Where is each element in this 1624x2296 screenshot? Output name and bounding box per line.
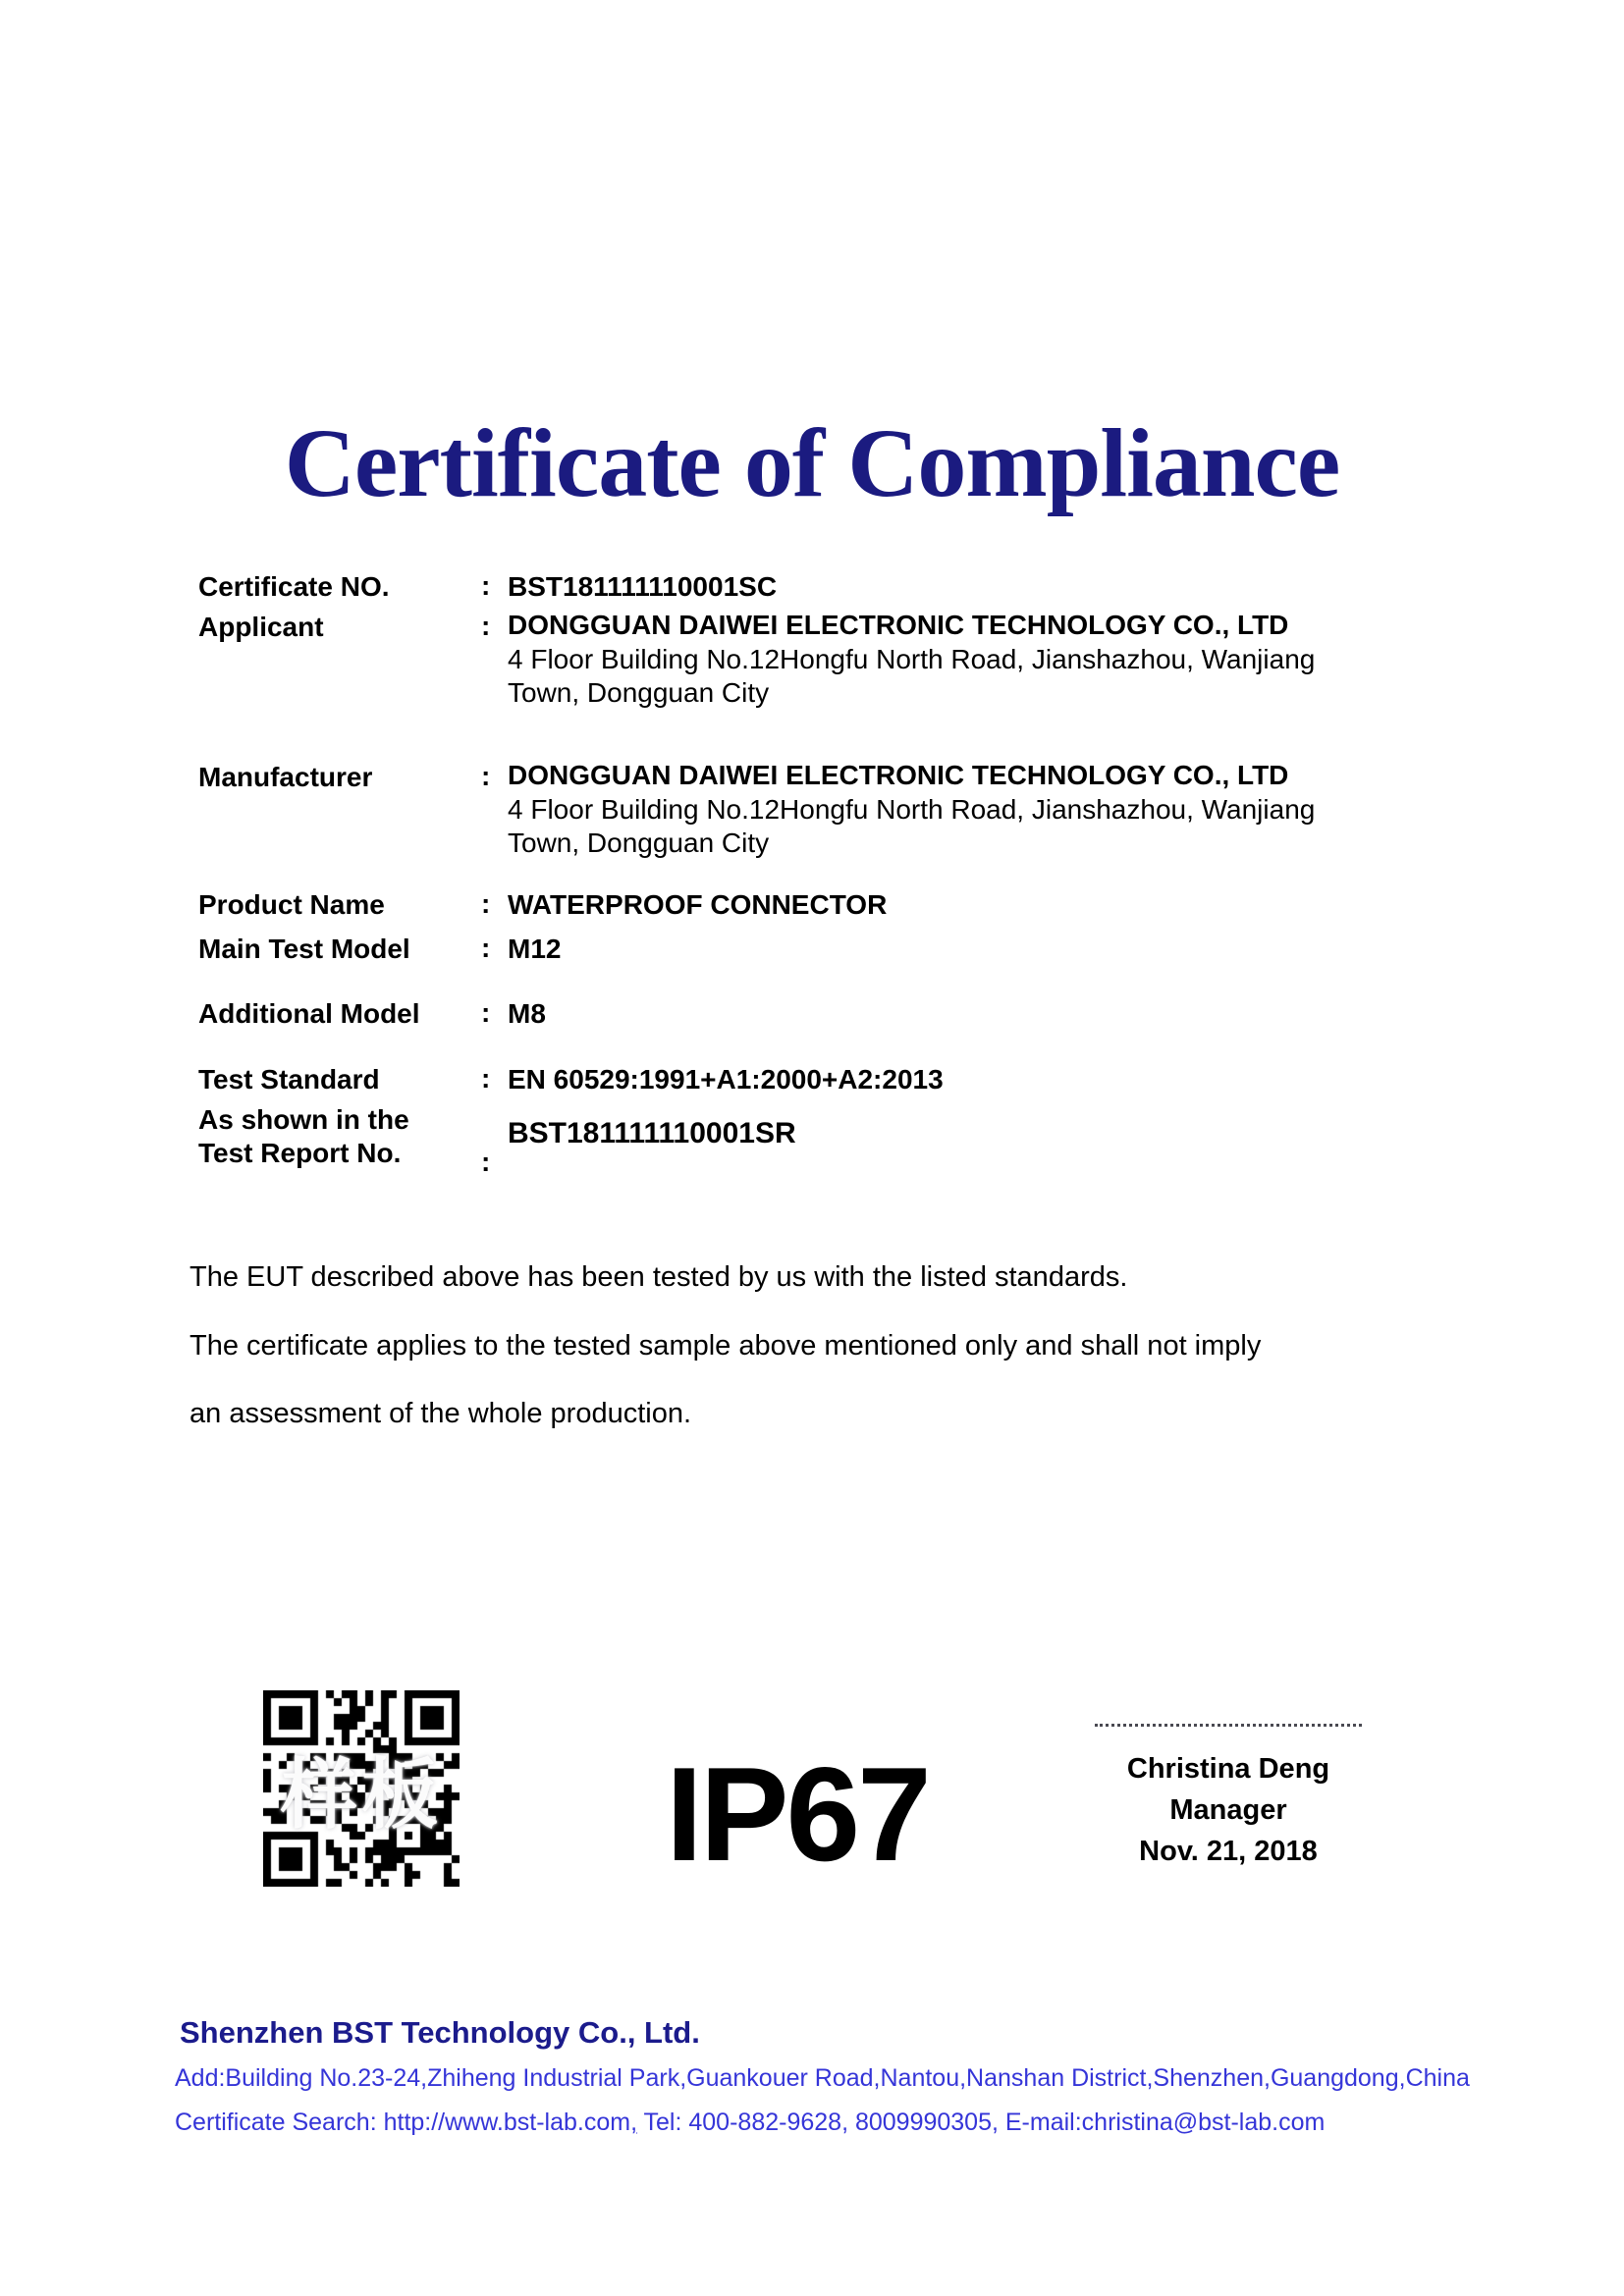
footer-search-comma: , [630, 2109, 638, 2136]
certificate-no-value: BST181111110001SC [508, 571, 778, 602]
additional-model-label: Additional Model [198, 998, 420, 1029]
signature-dotted-line [1095, 1724, 1362, 1727]
test-report-colon: : [481, 1147, 491, 1177]
signature-title: Manager [1169, 1794, 1287, 1826]
footer-company-name: Shenzhen BST Technology Co., Ltd. [180, 2015, 700, 2050]
test-report-label-line1: As shown in the [198, 1104, 409, 1135]
main-test-model-value: M12 [508, 934, 562, 964]
product-name-value: WATERPROOF CONNECTOR [508, 889, 888, 920]
main-test-model-label: Main Test Model [198, 934, 410, 964]
applicant-colon: : [481, 611, 491, 641]
certificate-no-colon: : [481, 570, 491, 601]
signature-date: Nov. 21, 2018 [1139, 1836, 1318, 1867]
test-standard-value: EN 60529:1991+A1:2000+A2:2013 [508, 1064, 944, 1095]
product-name-colon: : [481, 888, 491, 919]
additional-model-colon: : [481, 997, 491, 1028]
manufacturer-company: DONGGUAN DAIWEI ELECTRONIC TECHNOLOGY CO., LTD [508, 760, 1289, 790]
manufacturer-value [508, 759, 1315, 861]
test-report-label-line2: Test Report No. [198, 1138, 402, 1168]
statement-line2: The certificate applies to the tested sample above mentioned only and shall not imply [189, 1330, 1262, 1362]
manufacturer-label: Manufacturer [198, 762, 373, 792]
statement-line3: an assessment of the whole production. [189, 1398, 692, 1429]
page-title: Certificate of Compliance [284, 408, 1340, 517]
applicant-address-line2: Town, Dongguan City [508, 677, 770, 708]
test-standard-colon: : [481, 1063, 491, 1094]
additional-model-value: M8 [508, 998, 546, 1029]
footer-search-url: http://www.bst-lab.com [383, 2109, 631, 2136]
applicant-value [508, 609, 1315, 711]
qr-watermark-text: 样板 [280, 1751, 442, 1838]
test-report-value: BST181111110001SR [508, 1117, 796, 1149]
manufacturer-address-line1: 4 Floor Building No.12Hongfu North Road, Jianshazhou, Wanjiang [508, 793, 1316, 825]
main-test-model-colon: : [481, 933, 491, 963]
statement-line1: The EUT described above has been tested by us with the listed standards. [189, 1261, 1128, 1293]
footer-search-prefix: Certificate Search: [175, 2109, 384, 2136]
certificate-no-label: Certificate NO. [198, 571, 390, 602]
manufacturer-colon: : [481, 761, 491, 791]
ip-rating: IP67 [666, 1739, 929, 1889]
manufacturer-address-line2: Town, Dongguan City [508, 828, 770, 858]
applicant-company: DONGGUAN DAIWEI ELECTRONIC TECHNOLOGY CO., LTD [508, 610, 1289, 640]
footer-search-contact: Tel: 400-882-9628, 8009990305, E-mail:christina@bst-lab.com [637, 2109, 1326, 2136]
applicant-address-line1: 4 Floor Building No.12Hongfu North Road, Jianshazhou, Wanjiang [508, 643, 1316, 674]
test-standard-label: Test Standard [198, 1064, 380, 1095]
signature-name: Christina Deng [1126, 1753, 1330, 1785]
product-name-label: Product Name [198, 889, 385, 920]
footer-address: Add:Building No.23-24,Zhiheng Industrial Park,Guankouer Road,Nantou,Nanshan District,Shenzhen,Guangdong,China [175, 2064, 1470, 2092]
footer-certificate-search [175, 2109, 1325, 2137]
applicant-label: Applicant [198, 612, 324, 642]
